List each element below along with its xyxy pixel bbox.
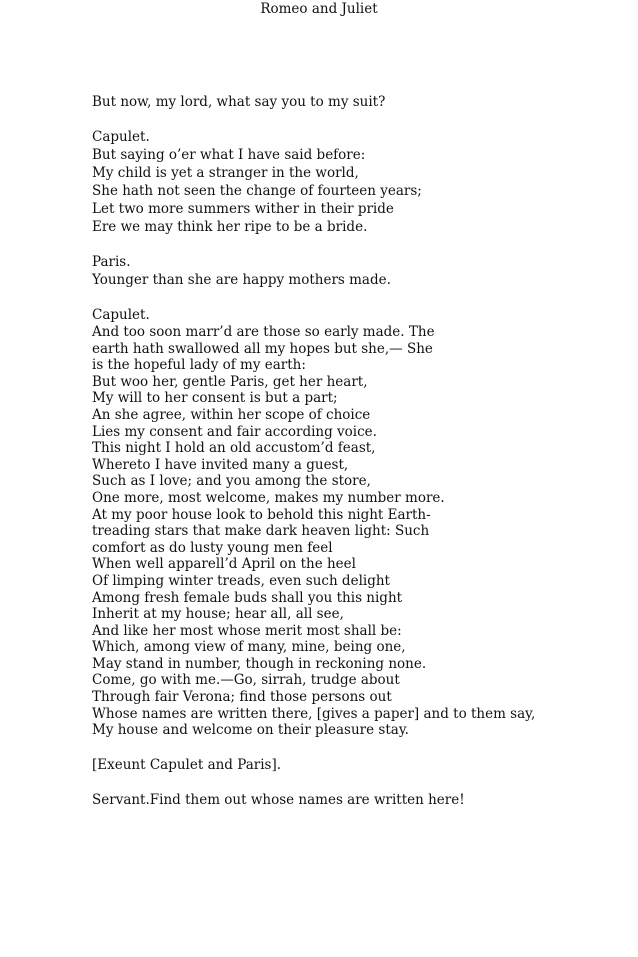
text-line: Such as I love; and you among the store, — [92, 473, 371, 490]
paragraph-3 — [92, 253, 612, 289]
text-line: And like her most whose merit most shall be: — [92, 622, 402, 639]
paragraph-4 — [92, 306, 612, 739]
text-line: Through fair Verona; find those persons out — [92, 689, 392, 706]
text-line: Whereto I have invited many a guest, — [92, 456, 349, 473]
text-line: earth hath swallowed all my hopes but she,— She — [92, 340, 433, 357]
text-line: But saying o’er what I have said before: — [92, 147, 366, 163]
text-line: Which, among view of many, mine, being one, — [92, 639, 406, 656]
text-line: Let two more summers wither in their pride — [92, 201, 394, 217]
text-line: Servant.Find them out whose names are written here! — [92, 791, 465, 808]
speaker-name: Capulet. — [92, 307, 150, 323]
text-line: Younger than she are happy mothers made. — [92, 272, 391, 288]
text-line: At my poor house look to behold this night Earth- — [92, 506, 431, 523]
text-line: My house and welcome on their pleasure stay. — [92, 722, 409, 739]
text-line: My will to her consent is but a part; — [92, 390, 338, 407]
document-body — [92, 93, 612, 809]
text-line: is the hopeful lady of my earth: — [92, 357, 306, 374]
text-line: When well apparell’d April on the heel — [92, 556, 356, 573]
text-line: Come, go with me.—Go, sirrah, trudge about — [92, 672, 400, 689]
paragraph-2 — [92, 128, 612, 236]
text-line: But now, my lord, what say you to my suit? — [92, 94, 386, 110]
text-line: May stand in number, though in reckoning none. — [92, 655, 427, 672]
text-line: Inherit at my house; hear all, all see, — [92, 606, 344, 623]
text-line: She hath not seen the change of fourteen years; — [92, 183, 422, 199]
text-line: Lies my consent and fair according voice. — [92, 423, 377, 440]
text-line: And too soon marr’d are those so early made. The — [92, 324, 435, 340]
speaker-name: Capulet. — [92, 129, 150, 145]
text-line: An she agree, within her scope of choice — [92, 406, 371, 423]
text-line: treading stars that make dark heaven light: Such — [92, 523, 430, 540]
text-line: This night I hold an old accustom’d feast, — [92, 440, 376, 457]
paragraph-1 — [92, 93, 612, 111]
paragraph-5 — [92, 756, 612, 774]
page-title: Romeo and Juliet — [260, 1, 378, 17]
paragraph-6 — [92, 791, 612, 809]
text-line: Whose names are written there, [gives a paper] and to them say, — [92, 705, 536, 722]
text-line: One more, most welcome, makes my number more. — [92, 489, 445, 506]
text-line: comfort as do lusty young men feel — [92, 539, 333, 556]
speaker-name: Paris. — [92, 254, 131, 270]
text-line: Ere we may think her ripe to be a bride. — [92, 219, 368, 235]
text-line: Of limping winter treads, even such delight — [92, 572, 390, 589]
text-line: My child is yet a stranger in the world, — [92, 165, 359, 181]
stage-direction: [Exeunt Capulet and Paris]. — [92, 756, 282, 773]
text-line: Among fresh female buds shall you this night — [92, 589, 403, 606]
text-line: But woo her, gentle Paris, get her heart, — [92, 373, 368, 390]
